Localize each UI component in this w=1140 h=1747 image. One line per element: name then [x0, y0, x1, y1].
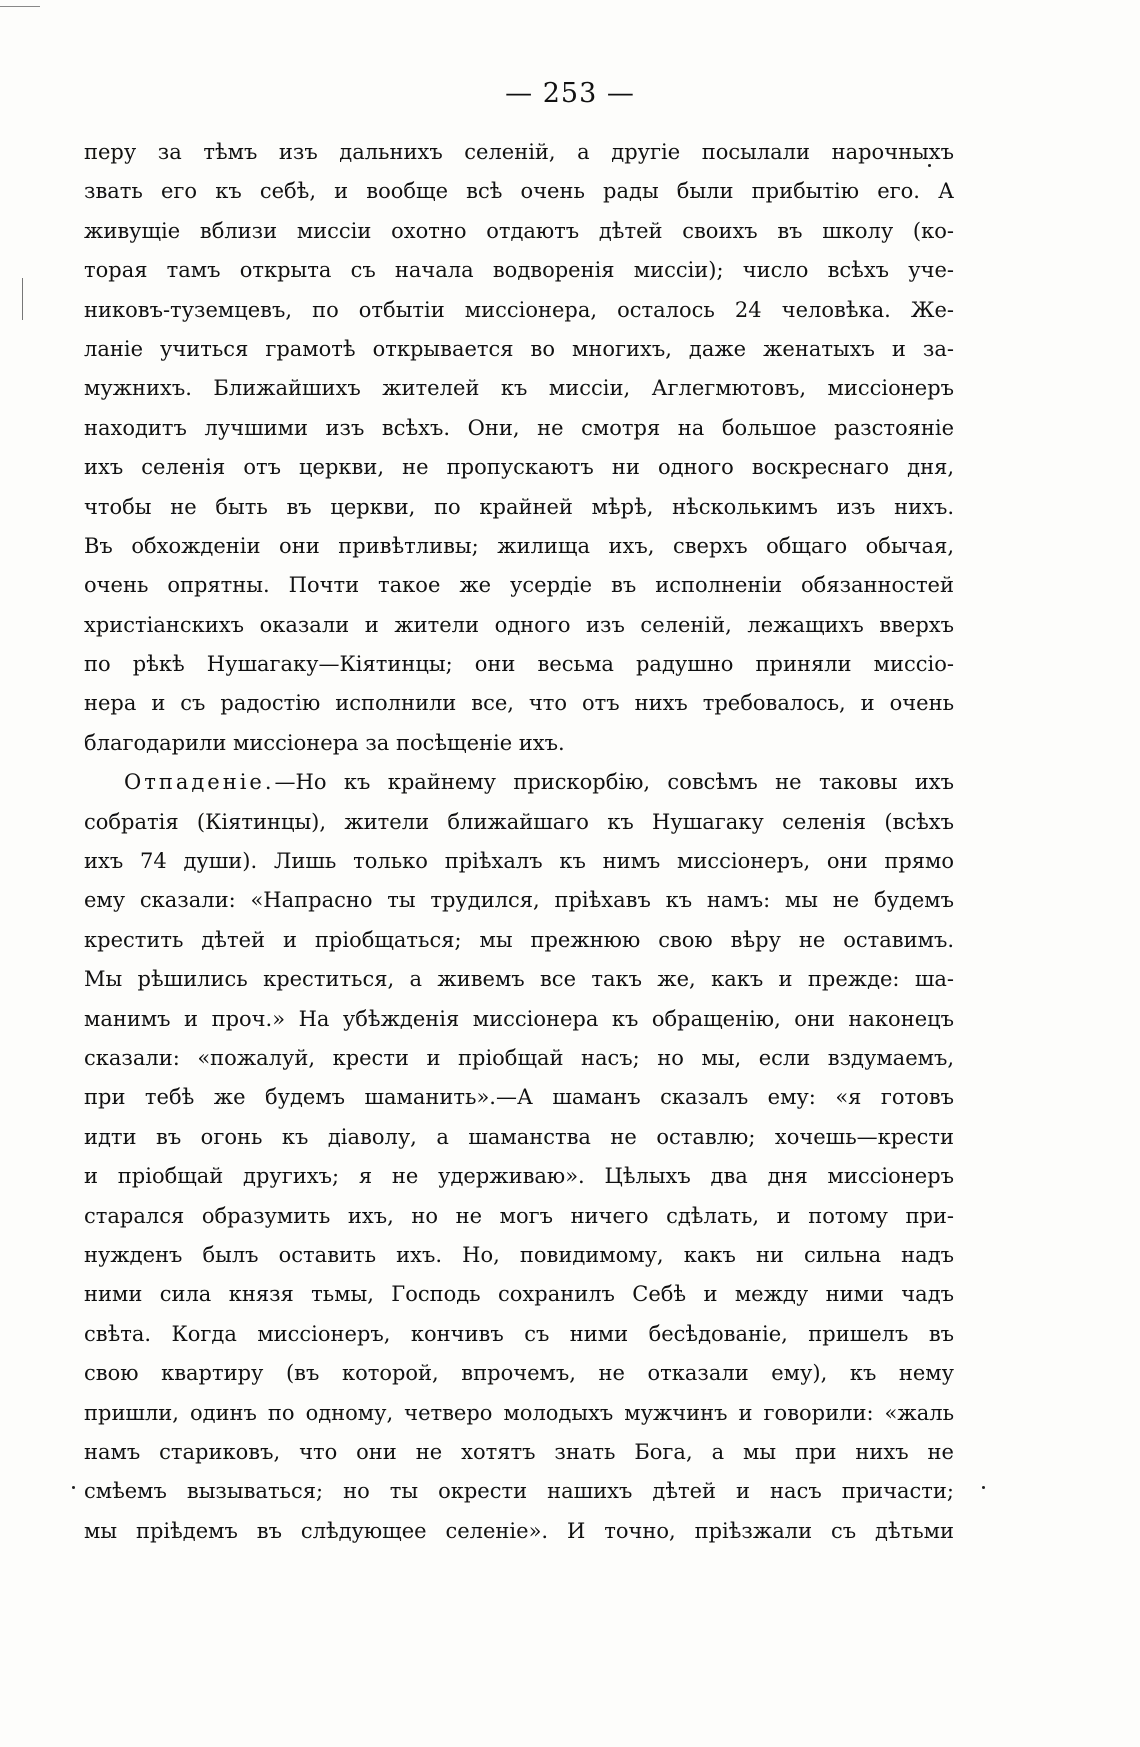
text-line: идти въ огонь къ діаволу, а шаманства не оставлю; хочешь—крести	[84, 1124, 954, 1149]
text-line: благодарили миссіонера за посѣщеніе ихъ.	[84, 730, 565, 755]
text-line: пришли, одинъ по одному, четверо молодыхъ мужчинъ и говорили: «жаль	[84, 1400, 954, 1425]
text-line: ихъ 74 души). Лишь только пріѣхалъ къ нимъ миссіонеръ, они прямо	[84, 849, 954, 874]
text-line: свою квартиру (въ которой, впрочемъ, не отказали ему), къ нему	[84, 1361, 954, 1386]
text-line: ихъ селенія отъ церкви, не пропускаютъ ни одного воскреснаго дня,	[84, 455, 954, 480]
text-line: смѣемъ вызываться; но ты окрести нашихъ дѣтей и насъ причасти;	[84, 1479, 954, 1504]
text-line: нужденъ былъ оставить ихъ. Но, повидимому, какъ ни сильна надъ	[84, 1242, 954, 1267]
text-line: нера и съ радостію исполнили все, что отъ нихъ требовалось, и очень	[84, 691, 954, 716]
text-line: мужнихъ. Ближайшихъ жителей къ миссіи, Аглегмютовъ, миссіонеръ	[84, 376, 954, 401]
ink-speck	[72, 1486, 75, 1489]
section-lead: Отпаденіе.	[124, 770, 275, 795]
text-line: и пріобщай другихъ; я не удерживаю». Цѣлыхъ два дня миссіонеръ	[84, 1164, 954, 1189]
text-line: христіанскихъ оказали и жители одного изъ селеній, лежащихъ вверхъ	[84, 612, 954, 637]
text-line: ему сказали: «Напрасно ты трудился, пріѣхавъ къ намъ: мы не будемъ	[84, 888, 954, 913]
text-line: манимъ и проч.» На убѣжденія миссіонера къ обращенію, они наконецъ	[84, 1006, 954, 1031]
margin-mark	[22, 278, 23, 320]
body-text	[84, 133, 954, 1551]
text-line: Мы рѣшились креститься, а живемъ все такъ же, какъ и прежде: ша-	[84, 967, 954, 992]
text-line: по рѣкѣ Нушагаку—Кіятинцы; они весьма радушно приняли миссіо-	[84, 652, 954, 677]
text-line: ланіе учиться грамотѣ открывается во многихъ, даже женатыхъ и за-	[84, 336, 954, 361]
text-line: перу за тѣмъ изъ дальнихъ селеній, а другіе посылали нарочныхъ	[84, 140, 954, 164]
text-line: свѣта. Когда миссіонеръ, кончивъ съ ними бесѣдованіе, пришелъ въ	[84, 1321, 954, 1346]
text-line: сказали: «пожалуй, крести и пріобщай насъ; но мы, если вздумаемъ,	[84, 1045, 954, 1070]
text-line: собратія (Кіятинцы), жители ближайшаго къ Нушагаку селенія (всѣхъ	[84, 809, 954, 834]
page-number: — 253 —	[505, 78, 635, 109]
text-line: старался образумить ихъ, но не могъ ничего сдѣлать, и потому при-	[84, 1203, 954, 1228]
text-line: при тебѣ же будемъ шаманить».—А шаманъ сказалъ ему: «я готовъ	[84, 1085, 954, 1110]
text-line-first	[84, 763, 954, 802]
text-line: очень опрятны. Почти такое же усердіе въ исполненіи обязанностей	[84, 573, 954, 598]
text-line: мы пріѣдемъ въ слѣдующее селеніе». И точно, пріѣзжали съ дѣтьми	[84, 1518, 954, 1543]
scan-edge-mark	[0, 6, 40, 7]
text-line: звать его къ себѣ, и вообще всѣ очень рады были прибытію его. А	[84, 179, 954, 204]
text-fragment: —Но къ крайнему прискорбію, совсѣмъ не таковы ихъ	[274, 770, 954, 795]
text-line: крестить дѣтей и пріобщаться; мы прежнюю свою вѣру не оставимъ.	[84, 927, 954, 952]
text-line: торая тамъ открыта съ начала водворенія миссіи); число всѣхъ уче-	[84, 258, 954, 283]
text-line: находитъ лучшими изъ всѣхъ. Они, не смотря на большое разстояніе	[84, 415, 954, 440]
text-line: никовъ-туземцевъ, по отбытіи миссіонера, осталось 24 человѣка. Же-	[84, 297, 954, 322]
text-line: Въ обхожденіи они привѣтливы; жилища ихъ, сверхъ общаго обычая,	[84, 533, 954, 558]
text-line: живущіе вблизи миссіи охотно отдаютъ дѣтей своихъ въ школу (ко-	[84, 218, 954, 243]
ink-speck	[982, 1486, 985, 1489]
text-line: ними сила князя тьмы, Господь сохранилъ Себѣ и между ними чадъ	[84, 1282, 954, 1307]
text-line: намъ стариковъ, что они не хотятъ знать Бога, а мы при нихъ не	[84, 1439, 954, 1464]
text-line: чтобы не быть въ церкви, по крайней мѣрѣ, нѣсколькимъ изъ нихъ.	[84, 494, 954, 519]
